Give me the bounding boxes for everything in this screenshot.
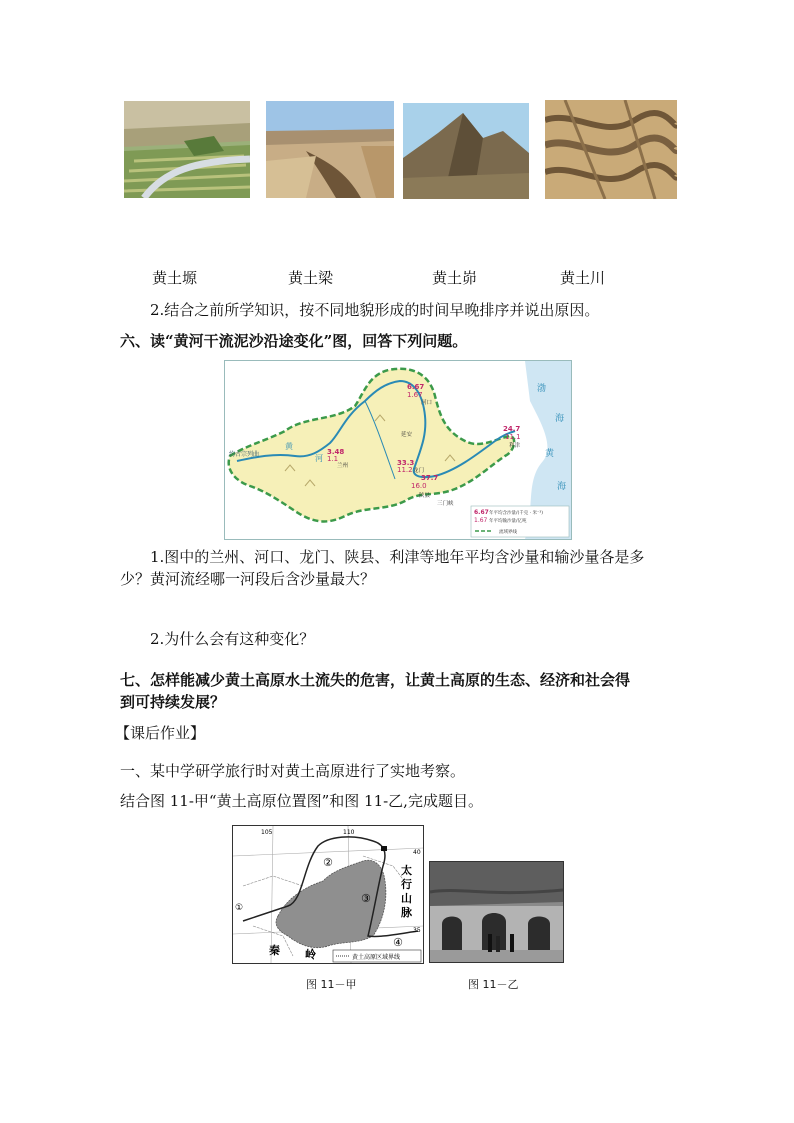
caption-ridge: 黄土梁	[288, 269, 334, 287]
label-hai: 海	[555, 414, 565, 424]
legend-loess-boundary: 黄土高原区域界线	[352, 954, 401, 961]
hw-q1-sub: 结合图 11-甲“黄土高原位置图”和图 11-乙,完成题目。	[120, 792, 483, 810]
value-shanxian-sed: 37.7	[421, 474, 439, 482]
label-lanzhou: 兰州	[337, 463, 349, 469]
value-lijin-sed: 24.7	[503, 425, 521, 433]
value-lijin-vol: 11.1	[505, 433, 521, 441]
map-legend	[471, 506, 569, 537]
value-lanzhou-sed: 3.48	[327, 448, 345, 456]
label-he: 河	[315, 454, 323, 463]
caption-hill: 黄土峁	[432, 269, 478, 287]
figure-11-jia-label: 图 11－甲	[306, 978, 357, 991]
legend-sed-text: 年平均含沙量/(千克 · 米⁻³)	[489, 511, 543, 516]
label-lon110: 110	[343, 829, 355, 836]
caption-plain: 黄土川	[560, 269, 606, 287]
photo-loess-tableland	[124, 101, 250, 198]
value-longmen-vol: 11.2	[397, 466, 413, 474]
q7-line1: 七、怎样能减少黄土高原水土流失的危害，让黄土高原的生态、经济和社会得	[120, 671, 631, 689]
q6-title: 六、读“黄河干流泥沙沿途变化”图，回答下列问题。	[120, 332, 468, 350]
q7-line2: 到可持续发展？	[120, 693, 226, 711]
label-lon105: 105	[261, 829, 273, 836]
photo-loess-plain	[545, 100, 677, 199]
photo-loess-ridge	[266, 101, 394, 198]
q5-item2: 2.结合之前所学知识，按不同地貌形成的时间早晚排序并说出原因。	[150, 301, 600, 319]
legend-sample-sed: 6.67	[474, 509, 489, 516]
value-hekou-vol: 1.67	[407, 391, 423, 399]
value-lanzhou-vol: 1.1	[327, 455, 339, 463]
homework-header: 【课后作业】	[115, 724, 206, 742]
label-hai-2: 海	[557, 482, 567, 492]
caption-tableland: 黄土塬	[152, 269, 198, 287]
photo-loess-hill	[403, 103, 529, 199]
legend-sample-vol: 1.67	[474, 517, 488, 524]
label-shan: 山	[401, 892, 412, 905]
value-longmen-sed: 33.3	[397, 459, 415, 467]
legend-boundary-text: 流域界线	[499, 530, 517, 535]
marker-4: ④	[393, 936, 403, 949]
label-tai: 太	[401, 864, 412, 877]
label-ling: 岭	[305, 948, 316, 961]
figure-11-yi-cave-dwelling-photo	[429, 861, 564, 963]
q6-item1-line2: 少？黄河流经哪一河段后含沙量最大？	[120, 570, 376, 588]
label-bo: 渤	[537, 384, 547, 394]
label-lat35: 35	[413, 927, 421, 934]
label-shanxian: 陕县	[419, 493, 431, 499]
marker-2: ②	[323, 856, 333, 869]
figure-11-jia-map	[232, 825, 424, 964]
figure-11-yi-label: 图 11－乙	[468, 978, 519, 991]
label-hekou: 河口	[421, 400, 433, 406]
marker-1: ①	[235, 903, 244, 913]
label-yueguliezong: 约古宗列曲	[229, 451, 260, 458]
label-lat40: 40	[413, 849, 421, 856]
label-qin: 秦	[269, 944, 280, 957]
legend-vol-text: 年平均输沙量/亿吨	[489, 519, 527, 524]
label-lijin: 利津	[509, 443, 521, 449]
label-hang: 行	[401, 878, 412, 891]
q6-item1-line1: 1.图中的兰州、河口、龙门、陕县、利津等地年平均含沙量和输沙量各是多	[150, 548, 645, 566]
label-sanmenxia: 三门峡	[437, 501, 454, 507]
marker-3: ③	[361, 892, 371, 905]
label-yanan: 延安	[401, 432, 413, 438]
value-shanxian-vol: 16.0	[411, 482, 427, 490]
label-longmen: 龙门	[413, 468, 425, 474]
label-huang: 黄	[285, 442, 293, 451]
hw-q1: 一、某中学研学旅行时对黄土高原进行了实地考察。	[120, 762, 466, 780]
q6-item2: 2.为什么会有这种变化？	[150, 630, 315, 648]
label-huang-sea: 黄	[545, 449, 555, 459]
label-mai: 脉	[401, 906, 412, 919]
value-hekou-sed: 6.67	[407, 383, 425, 391]
yellow-river-sediment-map	[224, 360, 572, 540]
